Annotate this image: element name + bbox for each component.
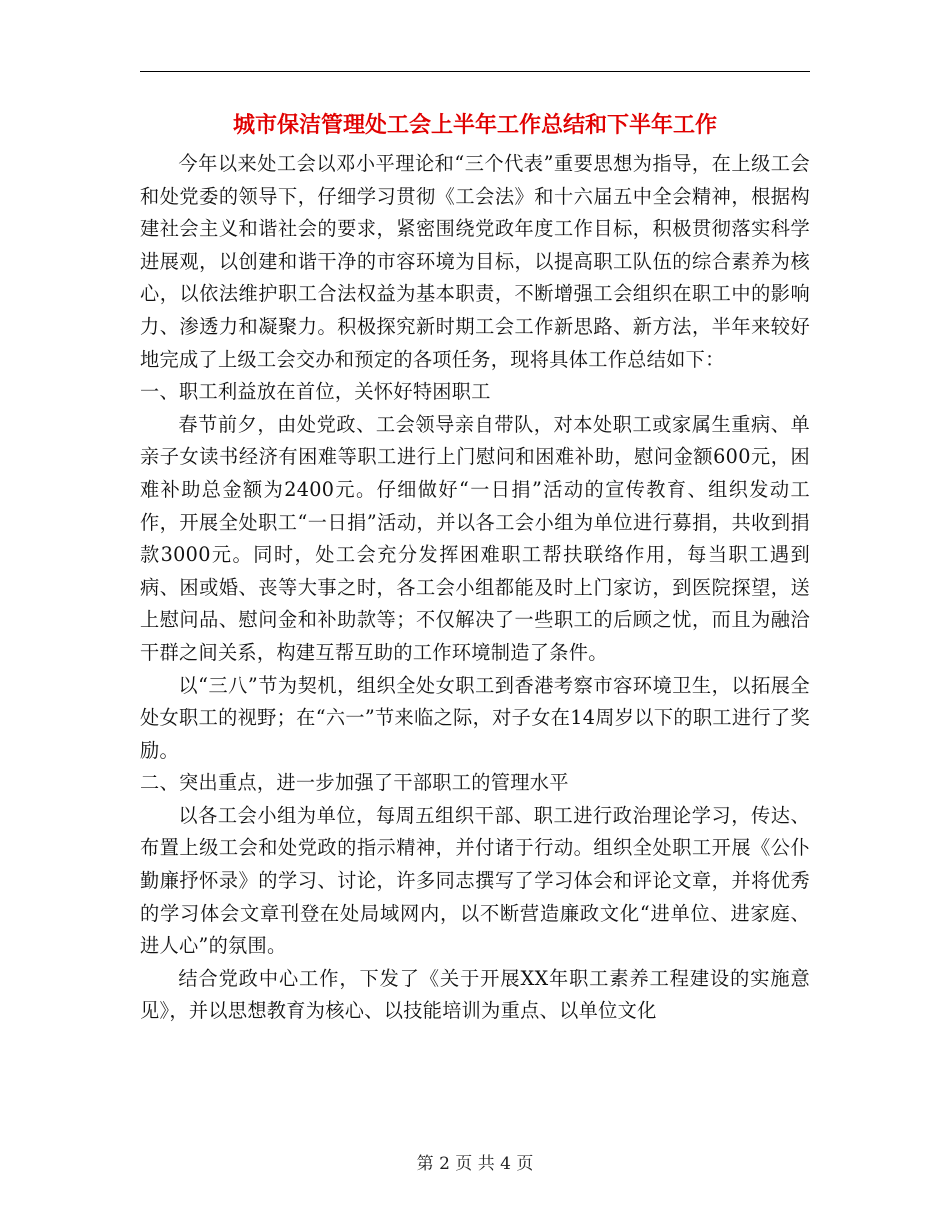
paragraph-womens-day: 以“三八”节为契机，组织全处女职工到香港考察市容环境卫生，以拓展全处女职工的视野；在“六一”节来临之际，对子女在14周岁以下的职工进行了奖励。	[140, 673, 810, 762]
page-number-footer: 第 2 页 共 4 页	[416, 1154, 534, 1174]
section-heading-2: 二、突出重点，进一步加强了干部职工的管理水平	[140, 771, 569, 795]
paragraph-quality-project: 结合党政中心工作，下发了《关于开展XX年职工素养工程建设的实施意见》，并以思想教育为核心、以技能培训为重点、以单位文化	[140, 966, 810, 1023]
section-heading-1: 一、职工利益放在首位，关怀好特困职工	[140, 380, 491, 404]
header-rule	[140, 71, 810, 72]
paragraph-political-study: 以各工会小组为单位，每周五组织干部、职工进行政治理论学习，传达、布置上级工会和处党政的指示精神，并付诸于行动。组织全处职工开展《公仆勤廉抒怀录》的学习、讨论，许多同志撰写了学习体会和评论文章，并将优秀的学习体会文章刊登在处局域网内，以不断营造廉政文化“进单位、进家庭、进人心”的氛围。	[140, 803, 810, 958]
paragraph-spring-festival: 春节前夕，由处党政、工会领导亲自带队，对本处职工或家属生重病、单亲子女读书经济有困难等职工进行上门慰问和困难补助，慰问金额600元，困难补助总金额为2400元。仔细做好“一日捐”活动的宣传教育、组织发动工作，开展全处职工“一日捐”活动，并以各工会小组为单位进行募捐，共收到捐款3000元。同时，处工会充分发挥困难职工帮扶联络作用，每当职工遇到病、困或婚、丧等大事之时，各工会小组都能及时上门家访，到医院探望，送上慰问品、慰问金和补助款等；不仅解决了一些职工的后顾之忧，而且为融洽干群之间关系，构建互帮互助的工作环境制造了条件。	[140, 412, 810, 664]
document-title: 城市保洁管理处工会上半年工作总结和下半年工作	[232, 112, 717, 138]
document-body	[140, 148, 810, 1028]
paragraph-intro: 今年以来处工会以邓小平理论和“三个代表”重要思想为指导，在上级工会和处党委的领导下，仔细学习贯彻《工会法》和十六届五中全会精神，根据构建社会主义和谐社会的要求，紧密围绕党政年度工作目标，积极贯彻落实科学进展观，以创建和谐干净的市容环境为目标，以提高职工队伍的综合素养为核心，以依法维护职工合法权益为基本职责，不断增强工会组织在职工中的影响力、渗透力和凝聚力。积极探究新时期工会工作新思路、新方法，半年来较好地完成了上级工会交办和预定的各项任务，现将具体工作总结如下：	[140, 152, 810, 371]
